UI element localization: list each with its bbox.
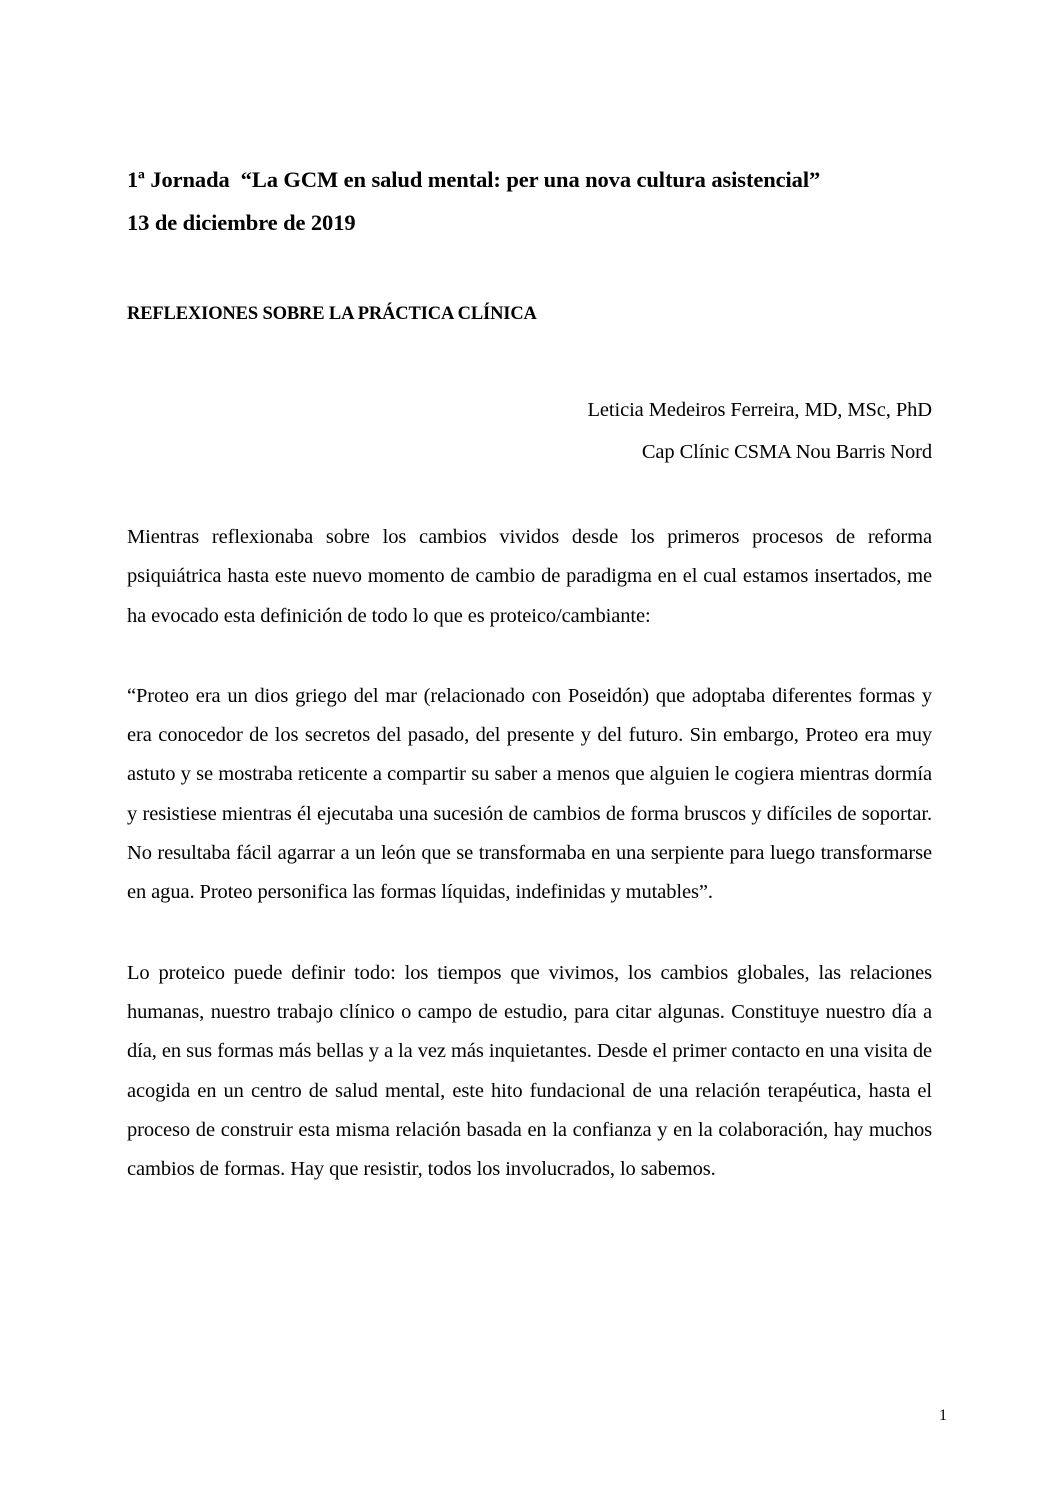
paragraph-1: Mientras reflexionaba sobre los cambios vividos desde los primeros procesos de reforma psiquiátrica hasta este nuevo momento de cambio de paradigma en el cual estamos insertados, me ha evocado esta definición de todo lo que es proteico/cambiante: bbox=[127, 526, 932, 627]
paragraph-3: Lo proteico puede definir todo: los tiempos que vivimos, los cambios globales, las relaciones humanas, nuestro trabajo clínico o campo de estudio, para citar algunas. Constituye nuestro día a día, en sus formas más bellas y a la vez más inquietantes. Desde el primer contacto en una visita de acogida en un centro de salud mental, este hito fundacional de una relación terapéutica, hasta el proceso de construir esta misma relación basada en la confianza y en la colaboración, hay muchos cambios de formas. Hay que resistir, todos los involucrados, lo sabemos. bbox=[127, 961, 932, 1181]
document-title-line-1: 1ª Jornada “La GCM en salud mental: per una nova cultura asistencial” bbox=[127, 167, 821, 192]
author-block bbox=[127, 389, 932, 473]
document-title-block bbox=[127, 0, 932, 244]
body-text bbox=[127, 518, 932, 1189]
document-title-line-2: 13 de diciembre de 2019 bbox=[127, 210, 356, 235]
author-name: Leticia Medeiros Ferreira, MD, MSc, PhD bbox=[587, 399, 932, 421]
page-number: 1 bbox=[939, 1407, 947, 1424]
paragraph-2-quotation: “Proteo era un dios griego del mar (relacionado con Poseidón) que adoptaba diferentes formas y era conocedor de los secretos del pasado, del presente y del futuro. Sin embargo, Proteo era muy astuto y se mostraba reticente a compartir su saber a menos que alguien le cogiera mientras dormía y resistiese mientras él ejecutaba una sucesión de cambios de forma bruscos y difíciles de soportar. No resultaba fácil agarrar a un león que se transformaba en una serpiente para luego transformarse en agua. Proteo personifica las formas líquidas, indefinidas y mutables”. bbox=[127, 684, 932, 904]
section-heading: REFLEXIONES SOBRE LA PRÁCTICA CLÍNICA bbox=[127, 304, 537, 324]
author-affiliation: Cap Clínic CSMA Nou Barris Nord bbox=[641, 441, 932, 463]
page-content bbox=[127, 0, 932, 1189]
